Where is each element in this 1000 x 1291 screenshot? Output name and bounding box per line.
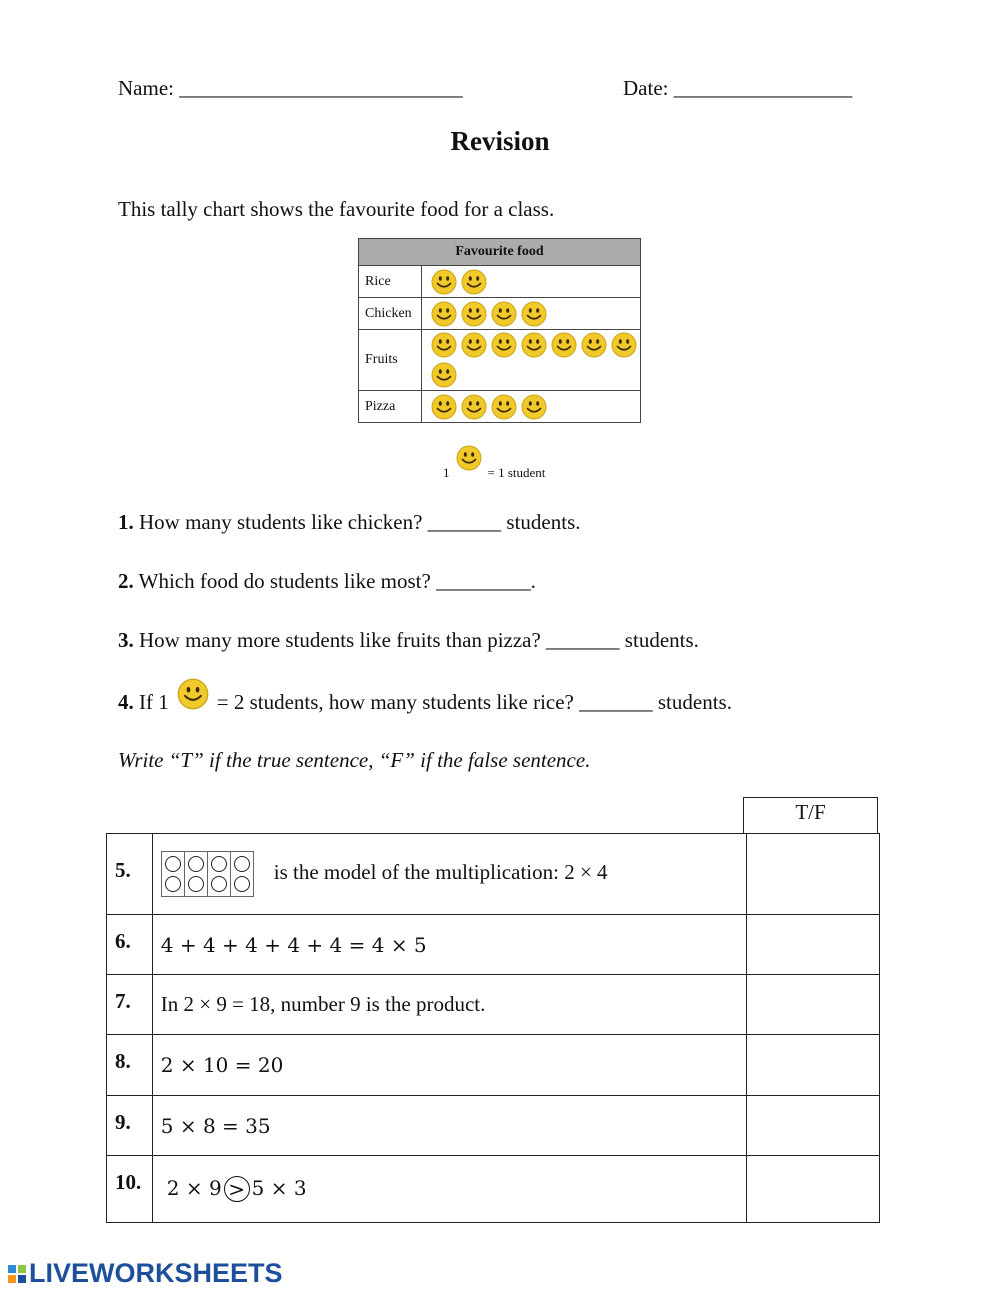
row-number: 5.	[107, 834, 153, 915]
pictograph-key	[443, 445, 545, 481]
statement-text: 2 × 10 = 20	[152, 1035, 746, 1096]
smiley-face-icon	[431, 394, 457, 420]
question-prefix: If 1	[139, 690, 169, 714]
question-number: 2.	[118, 569, 134, 593]
smiley-face-icon	[611, 332, 637, 358]
statement-text: 5 × 8 = 35	[152, 1096, 746, 1156]
key-prefix: 1	[443, 465, 450, 480]
key-suffix: = 1 student	[487, 465, 546, 480]
smiley-face-icon	[491, 332, 517, 358]
pictograph-icons	[422, 266, 640, 297]
statement-cell	[152, 834, 746, 915]
question-1	[118, 510, 581, 535]
question-text: How many students like chicken? _______ students.	[139, 510, 581, 534]
comparison-symbol: >	[224, 1176, 250, 1202]
row-number: 7.	[107, 975, 153, 1035]
answer-cell[interactable]	[747, 1156, 880, 1223]
pictograph-label: Rice	[359, 266, 422, 297]
smiley-face-icon	[177, 678, 209, 710]
smiley-face-icon	[461, 269, 487, 295]
statement-text: 4 + 4 + 4 + 4 + 4 = 4 × 5	[152, 915, 746, 975]
pictograph-icons	[422, 391, 640, 422]
statement-text: is the model of the multiplication: 2 × 4	[273, 859, 608, 884]
smiley-face-icon	[431, 332, 457, 358]
logo-text: LIVEWORKSHEETS	[29, 1258, 283, 1288]
row-number: 9.	[107, 1096, 153, 1156]
smiley-face-icon	[461, 332, 487, 358]
true-false-table	[106, 833, 880, 1223]
smiley-face-icon	[551, 332, 577, 358]
row-number: 8.	[107, 1035, 153, 1096]
pictograph-row-chicken	[359, 298, 640, 330]
question-4	[118, 690, 732, 715]
table-row	[107, 1096, 880, 1156]
pictograph-row-pizza	[359, 391, 640, 422]
answer-cell[interactable]	[747, 915, 880, 975]
question-2	[118, 569, 536, 594]
smiley-face-icon	[461, 394, 487, 420]
row-number: 10.	[107, 1156, 153, 1223]
smiley-face-icon	[491, 394, 517, 420]
array-model-icon	[161, 851, 254, 897]
name-field-label: Name: ___________________________	[118, 76, 463, 100]
table-row	[107, 975, 880, 1035]
question-number: 4.	[118, 690, 134, 714]
pictograph-label: Chicken	[359, 298, 422, 329]
answer-cell[interactable]	[747, 834, 880, 915]
pictograph-row-rice	[359, 266, 640, 298]
answer-cell[interactable]	[747, 1096, 880, 1156]
smiley-face-icon	[521, 301, 547, 327]
statement-text: In 2 × 9 = 18, number 9 is the product.	[152, 975, 746, 1035]
question-number: 1.	[118, 510, 134, 534]
smiley-face-icon	[521, 332, 547, 358]
instruction-text: Write “T” if the true sentence, “F” if the false sentence.	[118, 748, 591, 772]
smiley-face-icon	[491, 301, 517, 327]
table-row	[107, 1035, 880, 1096]
statement-right: 5 × 3	[251, 1175, 307, 1200]
statement-left: 2 × 9	[166, 1175, 222, 1200]
smiley-face-icon	[431, 362, 457, 388]
page-title: Revision	[450, 126, 550, 156]
table-row	[107, 915, 880, 975]
liveworksheets-logo[interactable]	[8, 1258, 283, 1289]
table-row	[107, 1156, 880, 1223]
pictograph-row-fruits	[359, 330, 640, 391]
pictograph-title: Favourite food	[359, 239, 640, 266]
pictograph-icons	[422, 298, 640, 329]
smiley-face-icon	[521, 394, 547, 420]
table-row	[107, 834, 880, 915]
question-text: Which food do students like most? _________.	[138, 569, 536, 593]
statement-cell	[152, 1156, 746, 1223]
pictograph-label: Pizza	[359, 391, 422, 422]
answer-cell[interactable]	[747, 1035, 880, 1096]
smiley-face-icon	[461, 301, 487, 327]
pictograph-label: Fruits	[359, 330, 422, 390]
question-3	[118, 628, 699, 653]
tf-column-header: T/F	[743, 797, 878, 833]
logo-blocks-icon	[8, 1265, 26, 1283]
question-text: How many more students like fruits than pizza? _______ students.	[139, 628, 699, 652]
date-field-label: Date: _________________	[623, 76, 853, 100]
pictograph-table	[358, 238, 641, 423]
smiley-face-icon	[456, 445, 482, 471]
smiley-face-icon	[431, 269, 457, 295]
question-suffix: = 2 students, how many students like rice? _______ students.	[216, 690, 732, 714]
pictograph-icons	[422, 330, 640, 390]
intro-text: This tally chart shows the favourite food for a class.	[118, 197, 555, 221]
row-number: 6.	[107, 915, 153, 975]
smiley-face-icon	[581, 332, 607, 358]
smiley-face-icon	[431, 301, 457, 327]
answer-cell[interactable]	[747, 975, 880, 1035]
question-number: 3.	[118, 628, 134, 652]
